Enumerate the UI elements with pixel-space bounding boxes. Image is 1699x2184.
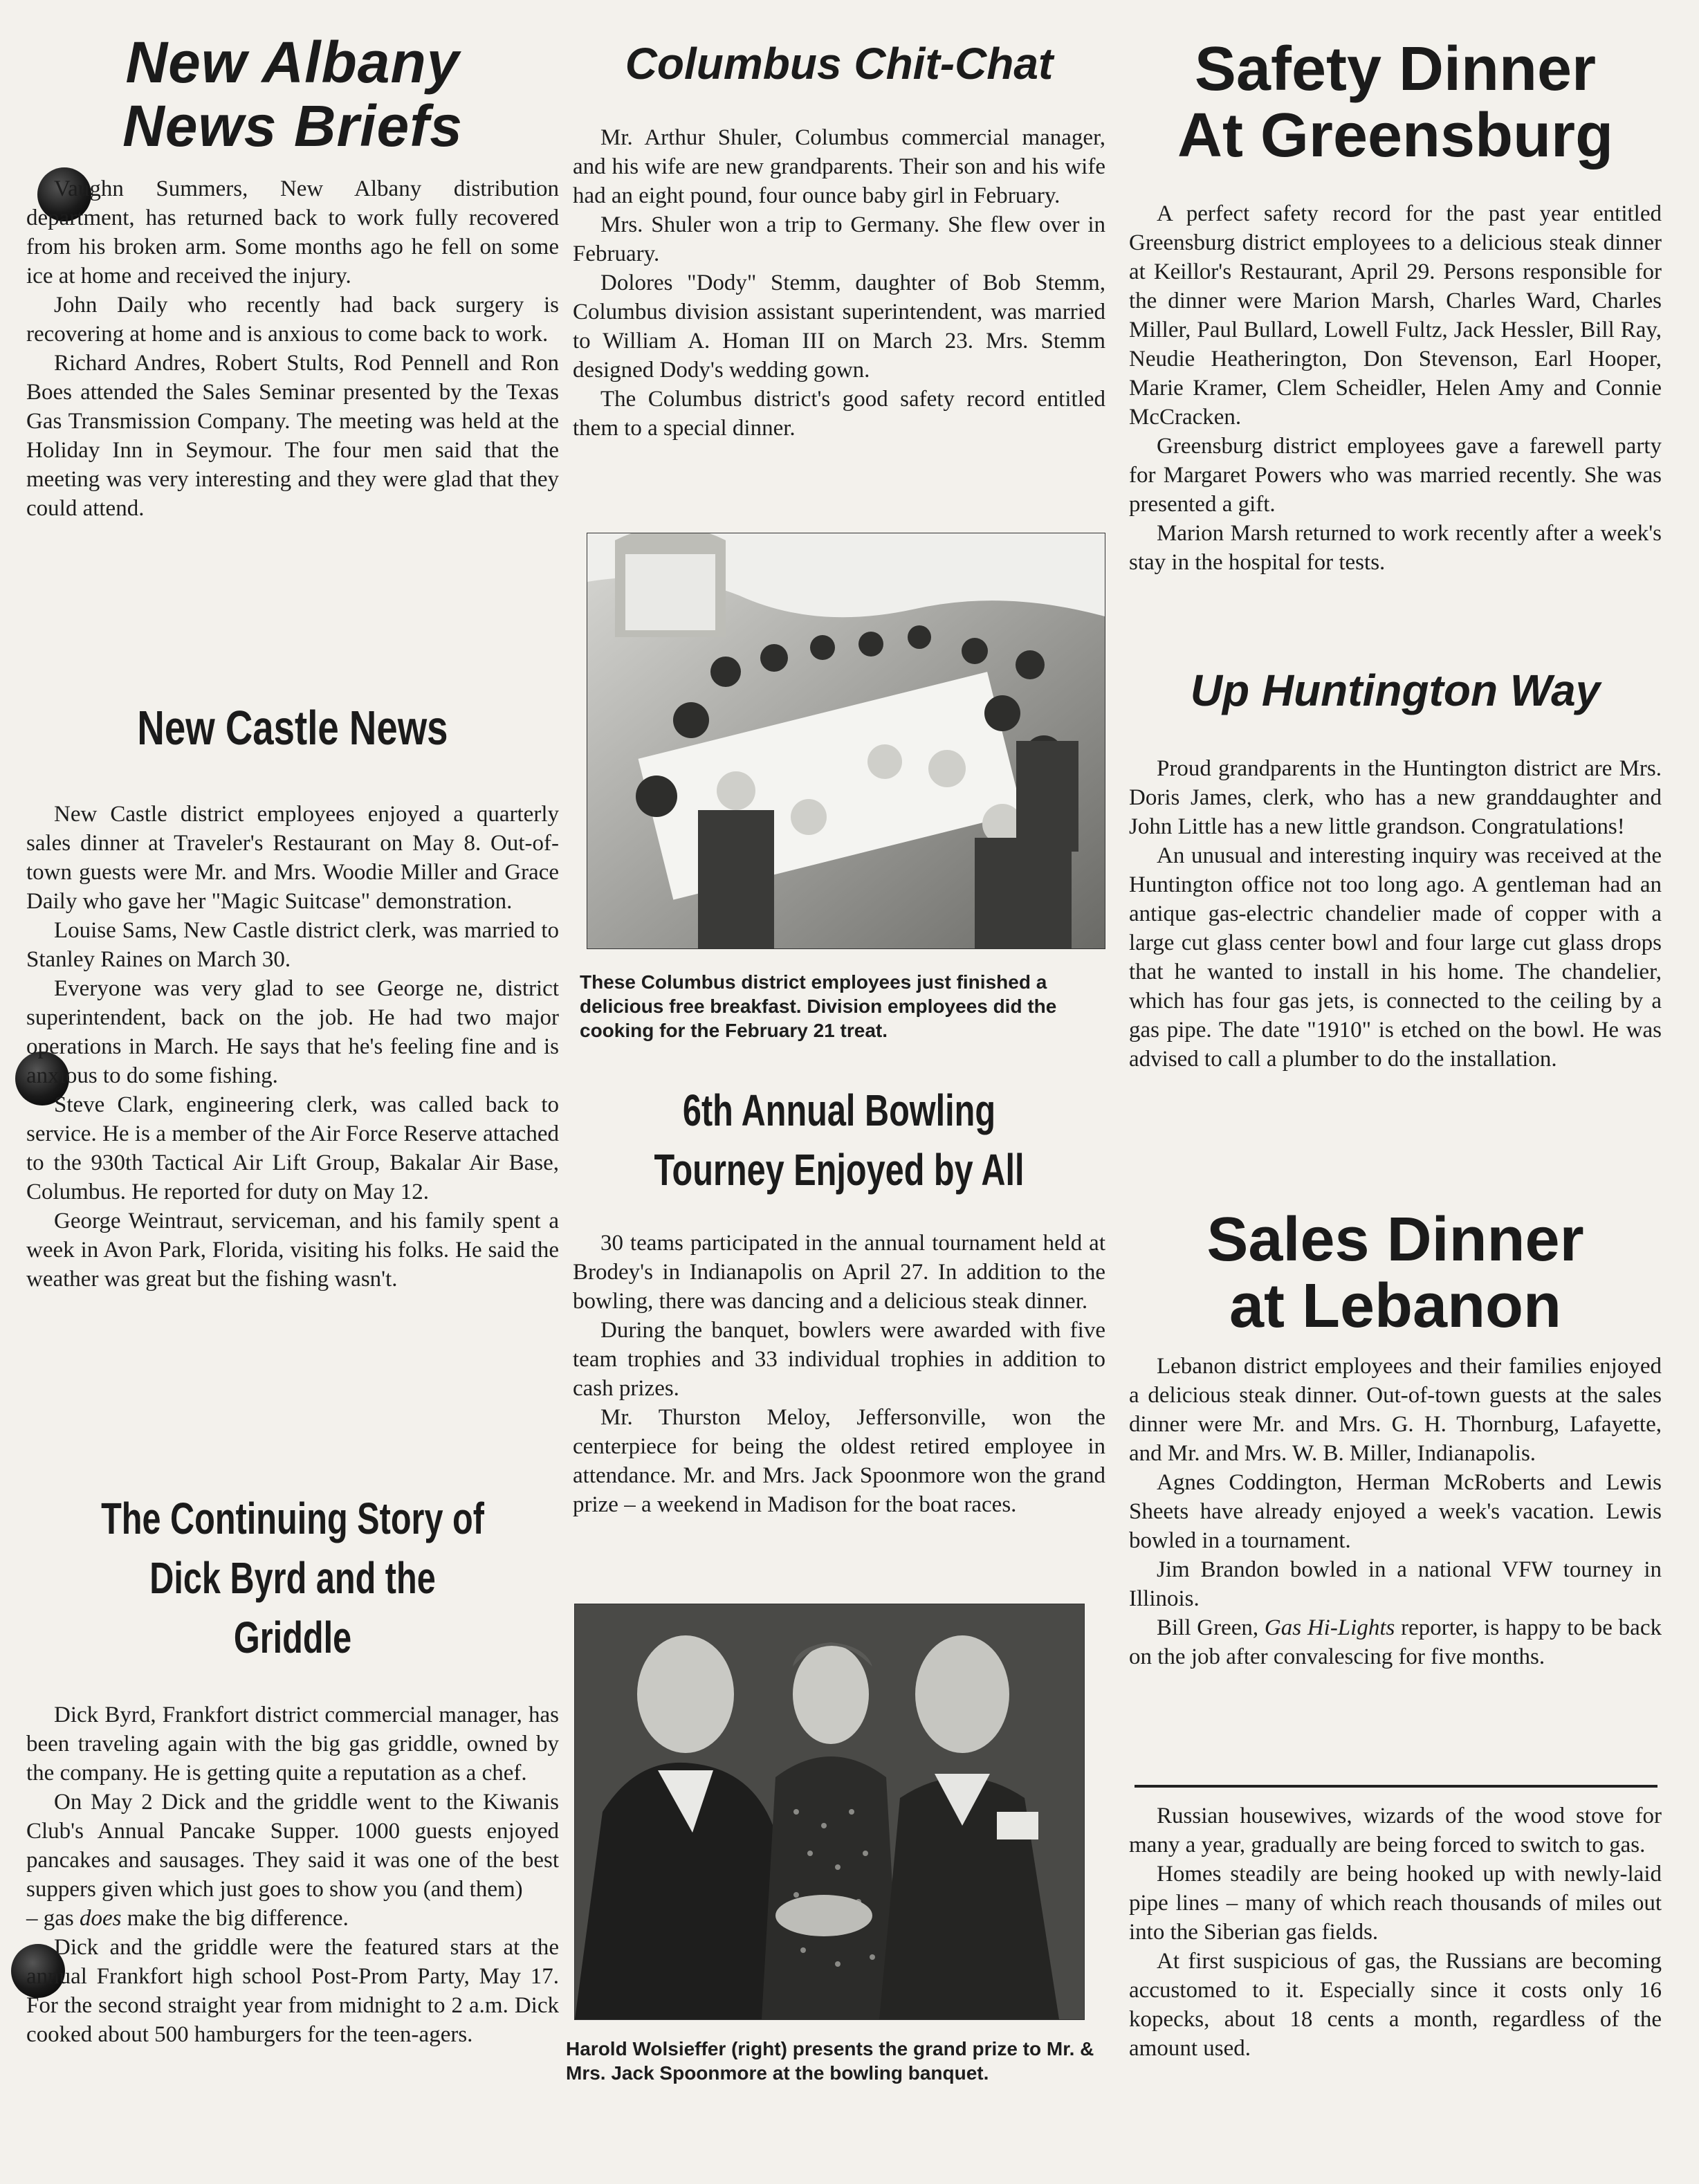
dick-byrd-title-line1: The Continuing Story of [101, 1494, 484, 1543]
new-castle-paragraph: George Weintraut, serviceman, and his family spent a week in Avon Park, Florida, visiting his folks. He said the weather was great but the fishing wasn't. [26, 1209, 559, 1292]
columbus-paragraph: Dolores "Dody" Stemm, daughter of Bob Stemm, Columbus division assistant superintendent, was married to William A. Homan III on March 23. Mrs. Stemm designed Dody's wedding gown. [573, 270, 1105, 383]
russian-paragraph: At first suspicious of gas, the Russians are becoming accustomed to it. Especially since it costs only 16 kopecks, about 18 cents a month, regardless of the amount used. [1129, 1949, 1662, 2061]
greensburg-paragraph: A perfect safety record for the past year entitled Greensburg district employees to a delicious steak dinner at Keillor's Restaurant, April 29. Persons responsible for the dinner were Marion Marsh, Charles Ward, Charles Miller, Paul Bullard, Lowell Fultz, Jack Hessler, Bill Ray, Neudie Heatherington, Don Stevenson, Earl Hooper, Marie Kramer, Clem Scheidler, Helen Amy and Connie McCracken. [1129, 201, 1662, 430]
huntington-title: Up Huntington Way [1190, 666, 1601, 715]
columbus-photo-caption: These Columbus district employees just finished a delicious free breakfast. Division employees did the cooking for the February 21 treat. [580, 971, 1057, 1041]
lebanon-paragraph: Lebanon district employees and their families enjoyed a delicious steak dinner. Out-of-town guests at the sales dinner were Mr. and Mrs. G. H. Thornburg, Lafayette, and Mr. and Mrs. W. B. Miller, Indianapolis. [1129, 1354, 1662, 1466]
lebanon-title-line1: Sales Dinner [1206, 1205, 1584, 1274]
dick-byrd-title-line2: Dick Byrd and the Griddle [149, 1553, 436, 1662]
greensburg-paragraph: Marion Marsh returned to work recently after a week's stay in the hospital for tests. [1129, 521, 1662, 575]
columbus-photo-caption-box [580, 970, 1112, 1043]
lebanon-paragraph: Agnes Coddington, Herman McRoberts and Lewis Sheets have already enjoyed a week's vacation. Lewis bowled in a tournament. [1129, 1470, 1662, 1553]
section-divider-rule [1135, 1785, 1657, 1788]
dick-byrd-paragraph: Dick Byrd, Frankfort district commercial manager, has been traveling again with the big gas griddle, owned by the company. He is getting quite a reputation as a chef. [26, 1703, 559, 1786]
gas-does: does [80, 1906, 122, 1931]
green-suffix: reporter, is happy to be back on the job after convalescing for five months. [1129, 1615, 1662, 1669]
russian-section [1129, 1801, 1662, 2063]
columbus-title: Columbus Chit-Chat [625, 39, 1054, 89]
bowling-title-line2: Tourney Enjoyed by All [654, 1145, 1025, 1195]
gas-hi-lights-name: Gas Hi-Lights [1264, 1615, 1395, 1640]
bowling-title-line1: 6th Annual Bowling [682, 1085, 996, 1135]
gas-prefix: – gas [26, 1906, 80, 1931]
columbus-paragraph: The Columbus district's good safety record entitled them to a special dinner. [573, 387, 1105, 441]
dick-byrd-paragraph: On May 2 Dick and the griddle went to the Kiwanis Club's Annual Pancake Supper. 1000 guests enjoyed pancakes and sausages. They said it was one of the best suppers given which just goes to show you (and them) [26, 1790, 559, 1902]
greensburg-paragraph: Greensburg district employees gave a farewell party for Margaret Powers who was married recently. She was presented a gift. [1129, 434, 1662, 517]
new-albany-section [26, 30, 559, 523]
greensburg-section [1129, 36, 1662, 577]
bowling-paragraph: 30 teams participated in the annual tournament held at Brodey's in Indianapolis on April 27. In addition to the bowling, there was dancing and a delicious steak dinner. [573, 1231, 1105, 1314]
new-castle-body [26, 800, 559, 1294]
dick-byrd-gas-line [26, 1904, 559, 1933]
lebanon-paragraph: Jim Brandon bowled in a national VFW tourney in Illinois. [1129, 1557, 1662, 1611]
new-albany-paragraph: John Daily who recently had back surgery is recovering at home and is anxious to come back to work. [26, 293, 559, 347]
lebanon-body [1129, 1352, 1662, 1671]
columbus-body [573, 123, 1105, 443]
new-albany-body [26, 174, 559, 523]
greensburg-body [1129, 199, 1662, 577]
new-albany-paragraph: Vaughn Summers, New Albany distribution department, has returned back to work fully recovered from his broken arm. Some months ago he fell on some ice at home and received the injury. [26, 176, 559, 288]
new-castle-paragraph: Steve Clark, engineering clerk, was called back to service. He is a member of the Air Force Reserve attached to the 930th Tactical Air Lift Group, Bakalar Air Base, Columbus. He reported for duty on May 12. [26, 1092, 559, 1204]
bowling-section [573, 1081, 1105, 1519]
huntington-section [1129, 666, 1662, 1074]
greensburg-title-line1: Safety Dinner [1194, 35, 1597, 104]
gas-suffix: make the big difference. [121, 1906, 349, 1931]
new-castle-paragraph: New Castle district employees enjoyed a quarterly sales dinner at Traveler's Restaurant on May 8. Out-of-town guests were Mr. and Mrs. Woodie Miller and Grace Daily who gave her "Magic Suitcase" demonstration. [26, 802, 559, 914]
new-albany-title: New Albany News Briefs [122, 30, 463, 158]
bowling-banquet-photo [574, 1604, 1085, 2020]
lebanon-section [1129, 1206, 1662, 1671]
green-prefix: Bill Green, [1157, 1615, 1265, 1640]
greensburg-title-line2: At Greensburg [1177, 101, 1614, 170]
huntington-body [1129, 754, 1662, 1074]
new-castle-paragraph: Everyone was very glad to see George ne, district superintendent, back on the job. He had two major operations in March. He says that he's feeling fine and is anxious to do some fishing. [26, 976, 559, 1088]
bowling-paragraph: Mr. Thurston Meloy, Jeffersonville, won the centerpiece for being the oldest retired employee in attendance. Mr. and Mrs. Jack Spoonmore won the grand prize – a weekend in Madison for the boat races. [573, 1405, 1105, 1517]
bowling-photo-image [575, 1604, 1084, 2019]
lebanon-title-line2: at Lebanon [1229, 1272, 1561, 1341]
new-albany-paragraph: Richard Andres, Robert Stults, Rod Pennell and Ron Boes attended the Sales Seminar presented by the Texas Gas Transmission Company. The meeting was held at the Holiday Inn in Seymour. The four men said that the meeting was very interesting and they were glad that they could attend. [26, 351, 559, 521]
new-castle-paragraph: Louise Sams, New Castle district clerk, was married to Stanley Raines on March 30. [26, 918, 559, 972]
bowling-paragraph: During the banquet, bowlers were awarded with five team trophies and 33 individual trophies in addition to cash prizes. [573, 1318, 1105, 1401]
russian-paragraph: Homes steadily are being hooked up with newly-laid pipe lines – many of which reach thousands of miles out into the Siberian gas fields. [1129, 1862, 1662, 1945]
russian-paragraph: Russian housewives, wizards of the wood stove for many a year, gradually are being forced to switch to gas. [1129, 1804, 1662, 1857]
columbus-breakfast-photo [587, 533, 1105, 949]
bowling-body [573, 1229, 1105, 1519]
columbus-paragraph: Mrs. Shuler won a trip to Germany. She flew over in February. [573, 212, 1105, 266]
breakfast-photo-image [587, 533, 1105, 948]
dick-byrd-section [26, 1489, 559, 2049]
columbus-section [573, 39, 1105, 443]
bowling-photo-caption-box [566, 2037, 1105, 2085]
huntington-paragraph: An unusual and interesting inquiry was received at the Huntington office not too long ago. A gentleman had an antique gas-electric chandelier made of copper with a large cut glass center bowl and four large cut glass drops that he wanted to install in his home. The chandelier, which has four gas jets, is connected to the ceiling by a gas pipe. The date "1910" is etched on the bowl. He was advised to call a plumber to do the installation. [1129, 843, 1662, 1072]
dick-byrd-paragraph: Dick and the griddle were the featured stars at the annual Frankfort high school Post-Prom Party, May 17. For the second straight year from midnight to 2 a.m. Dick cooked about 500 hamburgers for the teen-agers. [26, 1935, 559, 2047]
huntington-paragraph: Proud grandparents in the Huntington district are Mrs. Doris James, clerk, who has a new granddaughter and John Little has a new little grandson. Congratulations! [1129, 756, 1662, 839]
new-castle-title: New Castle News [137, 701, 448, 755]
lebanon-green-paragraph [1129, 1613, 1662, 1671]
new-castle-section [26, 699, 559, 1294]
bowling-photo-caption: Harold Wolsieffer (right) presents the grand prize to Mr. & Mrs. Jack Spoonmore at the bowling banquet. [566, 2038, 1094, 2084]
dick-byrd-body [26, 1700, 559, 2049]
columbus-paragraph: Mr. Arthur Shuler, Columbus commercial manager, and his wife are new grandparents. Their son and his wife had an eight pound, four ounce baby girl in February. [573, 125, 1105, 208]
